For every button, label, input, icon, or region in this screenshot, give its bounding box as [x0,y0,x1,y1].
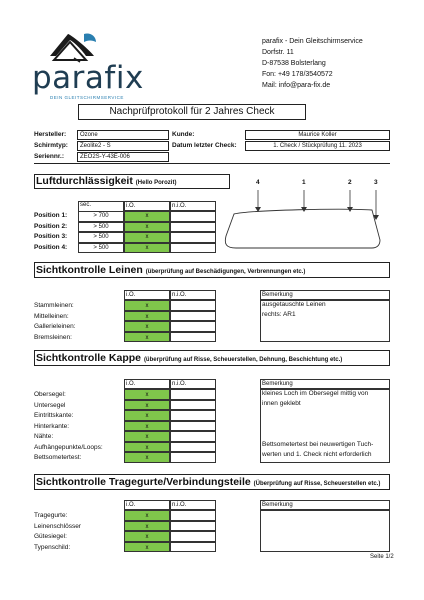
porosity-col-sec: sec. [80,202,92,208]
document-title: Nachprüfprotokoll für 2 Jahres Check [78,104,306,120]
address-line: Fon: +49 178/3540572 [262,71,333,78]
canopy-nio-cell [170,431,216,442]
lines-nio-cell [170,311,216,322]
canopy-io-cell: x [124,410,170,421]
canopy-row-label: Obersegel: [34,391,66,398]
canopy-note-line: Bettsometertest bei neuwertigen Tuch- [262,441,374,448]
porosity-io-cell: x [124,232,170,243]
down-arrow-icon [254,190,262,217]
down-arrow-icon [372,190,380,225]
canopy-io-cell: x [124,442,170,453]
risers-io-cell: x [124,531,170,542]
canopy-nio-cell [170,400,216,411]
lines-io-cell: x [124,321,170,332]
check-label: Datum letzter Check: [172,142,237,149]
canopy-col-nio: n.i.O. [170,379,216,389]
canopy-nio-cell [170,389,216,400]
lines-row-label: Gallerieleinen: [34,323,76,330]
lines-subtitle: (überprüfung auf Beschädigungen, Verbrennungen etc.) [145,269,306,275]
risers-title [36,476,380,490]
risers-row-label: Gütesiegel: [34,533,67,540]
porosity-nio-cell [170,232,216,243]
porosity-nio-cell [170,222,216,233]
canopy-row-label: Aufhängepunkte/Loops: [34,443,103,451]
canopy-col-note: Bemerkung [260,379,390,389]
hersteller-value: Ozone [77,130,169,140]
address-block [262,38,363,90]
canopy-nio-cell [170,410,216,421]
lines-row-label: Stammleinen: [34,302,74,309]
porosity-subtitle: (Hello Porozit) [135,180,177,186]
risers-nio-cell [170,542,216,553]
canopy-col-io: i.O. [124,379,170,389]
address-line: Mail: info@para-fix.de [262,82,331,89]
porosity-row-label: Position 2: [34,222,68,230]
address-line: parafix - Dein Gleitschirmservice [262,38,363,45]
risers-col-io: i.O. [124,500,170,510]
risers-nio-cell [170,531,216,542]
lines-col-nio: n.i.O. [170,290,216,300]
risers-title-text: Sichtkontrolle Tragegurte/Verbindungsteile [36,476,251,488]
porosity-title [36,175,176,189]
risers-io-cell: x [124,521,170,532]
porosity-sec-cell: > 700 [78,211,124,222]
canopy-note-line: kleines Loch im Obersegel mittig von [262,390,369,397]
canopy-subtitle: (überprüfung auf Risse, Scheuerstellen, Dehnung, Beschichtung etc.) [143,357,343,363]
risers-nio-cell [170,521,216,532]
risers-io-cell: x [124,510,170,521]
serien-value: ZEO2S-Y-43E-006 [77,152,169,162]
address-line: D-87538 Bolsterlang [262,60,326,67]
porosity-title-text: Luftdurchlässigkeit [36,175,133,187]
page-number: Seite 1/2 [370,554,394,560]
porosity-io-cell: x [124,222,170,233]
serien-label: Seriennr.: [34,153,64,160]
canopy-title-text: Sichtkontrolle Kappe [36,352,142,364]
risers-notes-box [260,510,390,552]
canopy-io-cell: x [124,452,170,463]
lines-io-cell: x [124,332,170,343]
lines-row-label: Mittelleinen: [34,312,69,320]
risers-col-note: Bemerkung [260,500,390,510]
canopy-row-label: Nähte: [34,433,54,440]
position-number: 2 [348,179,352,186]
address-line: Dorfstr. 11 [262,49,294,56]
porosity-row-label: Position 1: [34,212,68,219]
schirmtyp-label: Schirmtyp: [34,142,68,149]
canopy-io-cell: x [124,431,170,442]
hersteller-label: Hersteller: [34,131,67,138]
porosity-nio-cell [170,243,216,254]
lines-nio-cell [170,321,216,332]
lines-row-label: Bremsleinen: [34,333,72,341]
lines-nio-cell [170,300,216,311]
canopy-io-cell: x [124,421,170,432]
porosity-row-label: Position 3: [34,233,68,240]
porosity-sec-cell: > 500 [78,232,124,243]
canopy-row-label: Untersegel [34,401,66,409]
canopy-io-cell: x [124,400,170,411]
porosity-col-io: i.O. [124,201,170,211]
porosity-io-cell: x [124,211,170,222]
porosity-nio-cell [170,211,216,222]
canopy-nio-cell [170,452,216,463]
position-number: 3 [374,179,378,186]
risers-nio-cell [170,510,216,521]
porosity-sec-cell: > 500 [78,243,124,254]
lines-io-cell: x [124,300,170,311]
parafix-logo [30,30,144,102]
lines-col-note: Bemerkung [260,290,390,300]
lines-note-line: ausgetauschte Leinen [262,301,326,308]
lines-io-cell: x [124,311,170,322]
check-value: 1. Check / Stückprüfung 11. 2023 [245,141,390,151]
risers-row-label: Typenschild: [34,543,71,551]
porosity-sec-header-box [78,201,124,211]
risers-row-label: Leinenschlösser [34,522,81,530]
risers-subtitle: (Überprüfung auf Risse, Scheuerstellen etc.) [253,481,381,487]
canopy-row-label: Eintrittskante: [34,412,74,419]
risers-io-cell: x [124,542,170,553]
lines-title [36,264,305,278]
kunde-value: Maurice Koller [245,130,390,140]
lines-note-line: rechts: AR1 [262,311,296,318]
canopy-title [36,352,342,366]
position-number: 1 [302,179,306,186]
risers-row-label: Tragegurte: [34,512,68,519]
down-arrow-icon [346,190,354,217]
schirmtyp-value: Zeolite2 - S [77,141,169,151]
canopy-note-line: innen geklebt [262,400,301,407]
porosity-col-nio: n.i.O. [170,201,216,211]
position-number: 4 [256,179,260,186]
lines-col-io: i.O. [124,290,170,300]
logo-tagline: DEIN GLEITSCHIRMSERVICE [50,95,124,100]
canopy-row-label: Bettsometertest: [34,454,82,461]
canopy-nio-cell [170,442,216,453]
logo-name: parafix [32,60,144,96]
canopy-io-cell: x [124,389,170,400]
risers-col-nio: n.i.O. [170,500,216,510]
canopy-nio-cell [170,421,216,432]
down-arrow-icon [300,190,308,217]
canopy-row-label: Hinterkante: [34,422,70,430]
porosity-row-label: Position 4: [34,243,68,251]
porosity-sec-cell: > 500 [78,222,124,233]
canopy-note-line: werten und 1. Check nicht erforderlich [262,451,372,458]
kunde-label: Kunde: [172,131,195,138]
lines-nio-cell [170,332,216,343]
lines-title-text: Sichtkontrolle Leinen [36,264,143,276]
divider [34,163,390,164]
porosity-io-cell: x [124,243,170,254]
